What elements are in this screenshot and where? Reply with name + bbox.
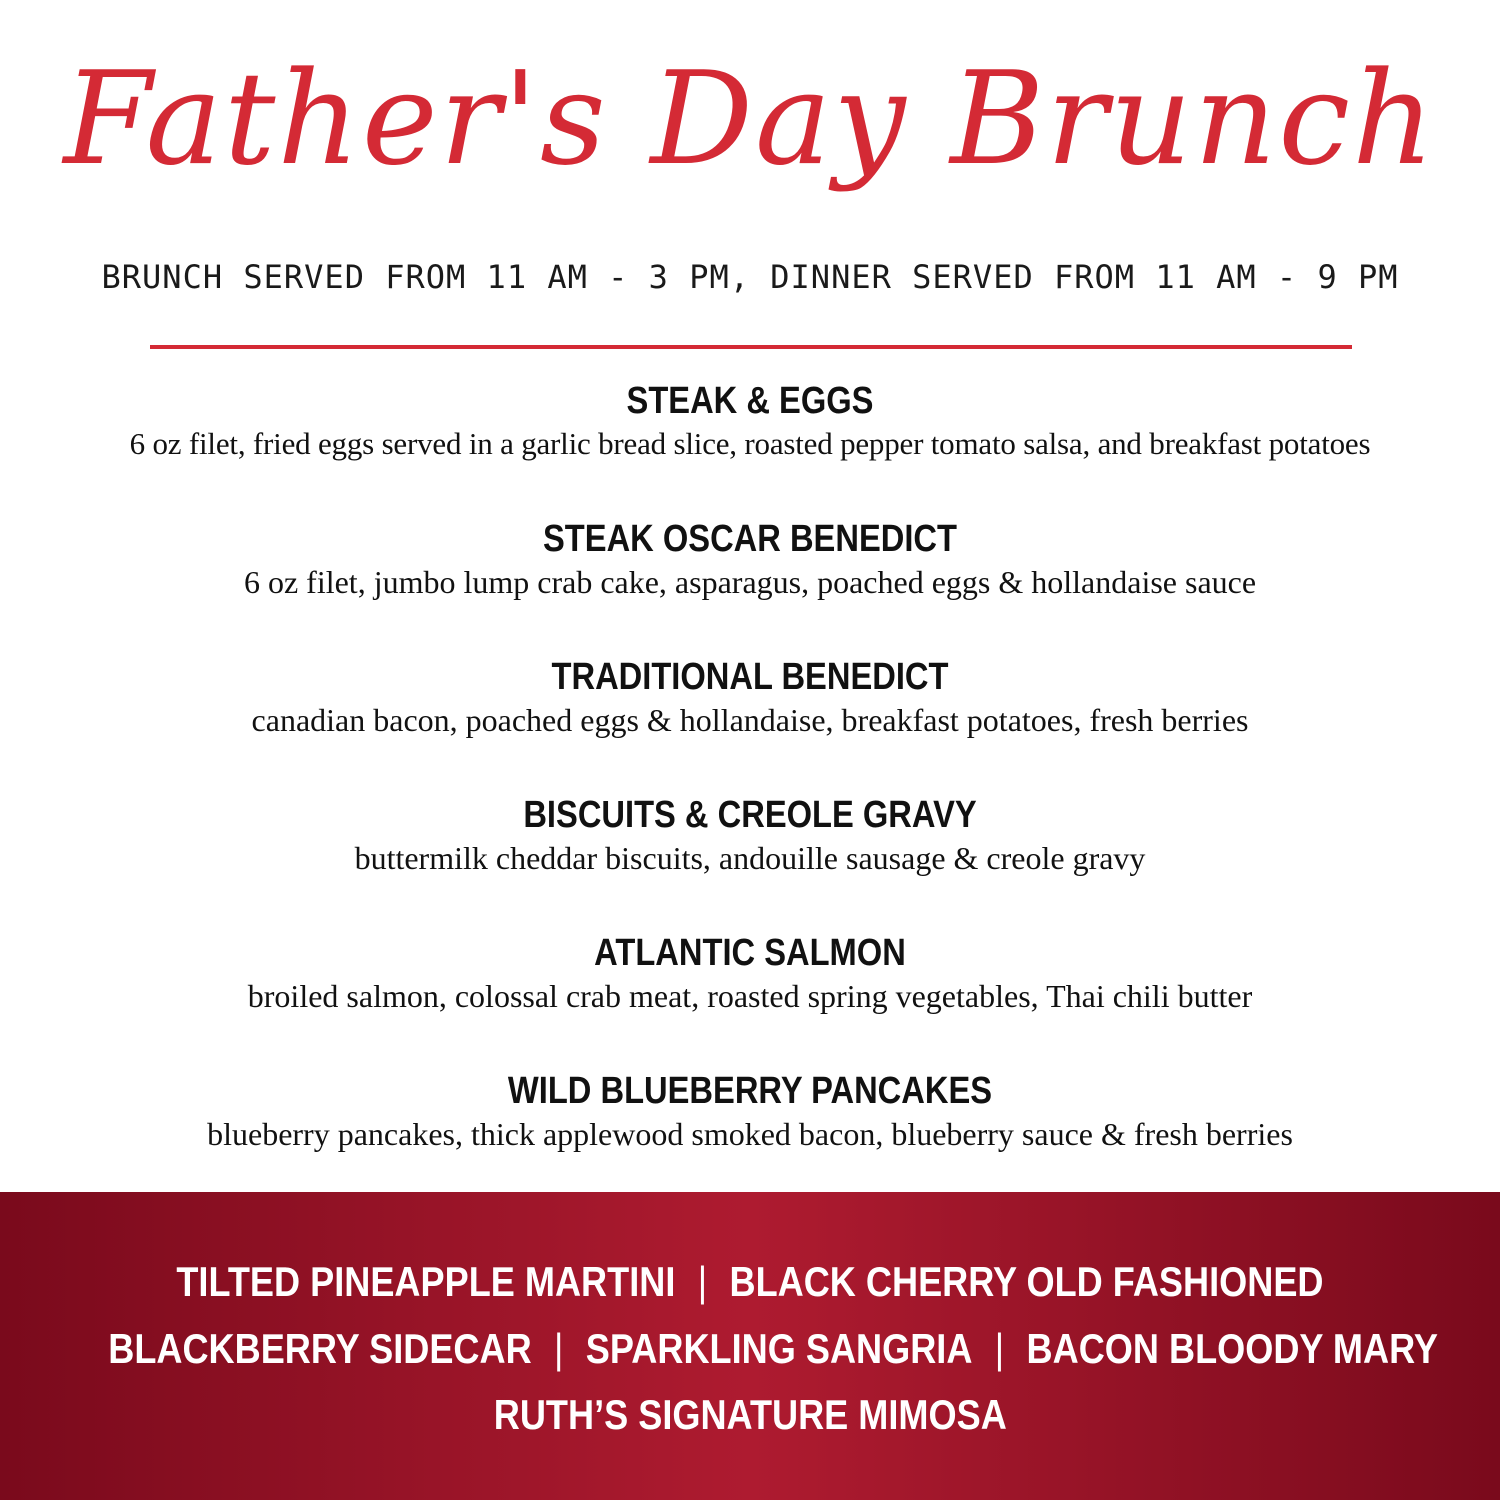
- menu-item-name: WILD BLUEBERRY PANCAKES: [507, 1070, 993, 1112]
- drinks-row: [0, 1321, 1500, 1377]
- menu-item-description: canadian bacon, poached eggs & hollandaise, breakfast potatoes, fresh berries: [251, 702, 1249, 738]
- drink-name: BLACKBERRY SIDECAR: [108, 1325, 532, 1372]
- drinks-row: [0, 1254, 1500, 1310]
- menu-item-name: STEAK OSCAR BENEDICT: [543, 518, 957, 560]
- drink-separator: |: [994, 1325, 1005, 1372]
- menu-item-description: 6 oz filet, jumbo lump crab cake, asparagus, poached eggs & hollandaise sauce: [243, 564, 1257, 600]
- drink-name: BLACK CHERRY OLD FASHIONED: [729, 1258, 1324, 1305]
- menu-list: [0, 376, 1500, 1204]
- menu-item: [0, 1066, 1500, 1204]
- service-hours: BRUNCH SERVED FROM 11 AM - 3 PM, DINNER SERVED FROM 11 AM - 9 PM: [101, 258, 1399, 296]
- menu-item-name: STEAK & EGGS: [626, 380, 874, 422]
- drinks-banner: [0, 1192, 1500, 1500]
- page-title: Father's Day Brunch: [63, 45, 1437, 194]
- menu-item-name: TRADITIONAL BENEDICT: [551, 656, 949, 698]
- drink-name: SPARKLING SANGRIA: [585, 1325, 973, 1372]
- drink-separator: |: [554, 1325, 564, 1372]
- menu-item: [0, 514, 1500, 652]
- menu-item-name: BISCUITS & CREOLE GRAVY: [523, 794, 977, 836]
- drinks-row: [0, 1387, 1500, 1443]
- menu-item-description: broiled salmon, colossal crab meat, roasted spring vegetables, Thai chili butter: [247, 978, 1253, 1014]
- menu-item-description: buttermilk cheddar biscuits, andouille sausage & creole gravy: [354, 840, 1146, 876]
- drink-name: RUTH’S SIGNATURE MIMOSA: [493, 1391, 1007, 1438]
- drink-separator: |: [697, 1258, 708, 1305]
- menu-item: [0, 928, 1500, 1066]
- menu-item: [0, 652, 1500, 790]
- menu-item-description: blueberry pancakes, thick applewood smoked bacon, blueberry sauce & fresh berries: [207, 1116, 1293, 1152]
- divider: [150, 345, 1352, 349]
- menu-item-description: 6 oz filet, fried eggs served in a garlic bread slice, roasted pepper tomato salsa, and breakfast potatoes: [129, 426, 1371, 461]
- menu-item: [0, 790, 1500, 928]
- menu-item: [0, 376, 1500, 514]
- drink-name: BACON BLOODY MARY: [1026, 1325, 1438, 1372]
- drink-name: TILTED PINEAPPLE MARTINI: [176, 1258, 676, 1305]
- menu-item-name: ATLANTIC SALMON: [594, 932, 906, 974]
